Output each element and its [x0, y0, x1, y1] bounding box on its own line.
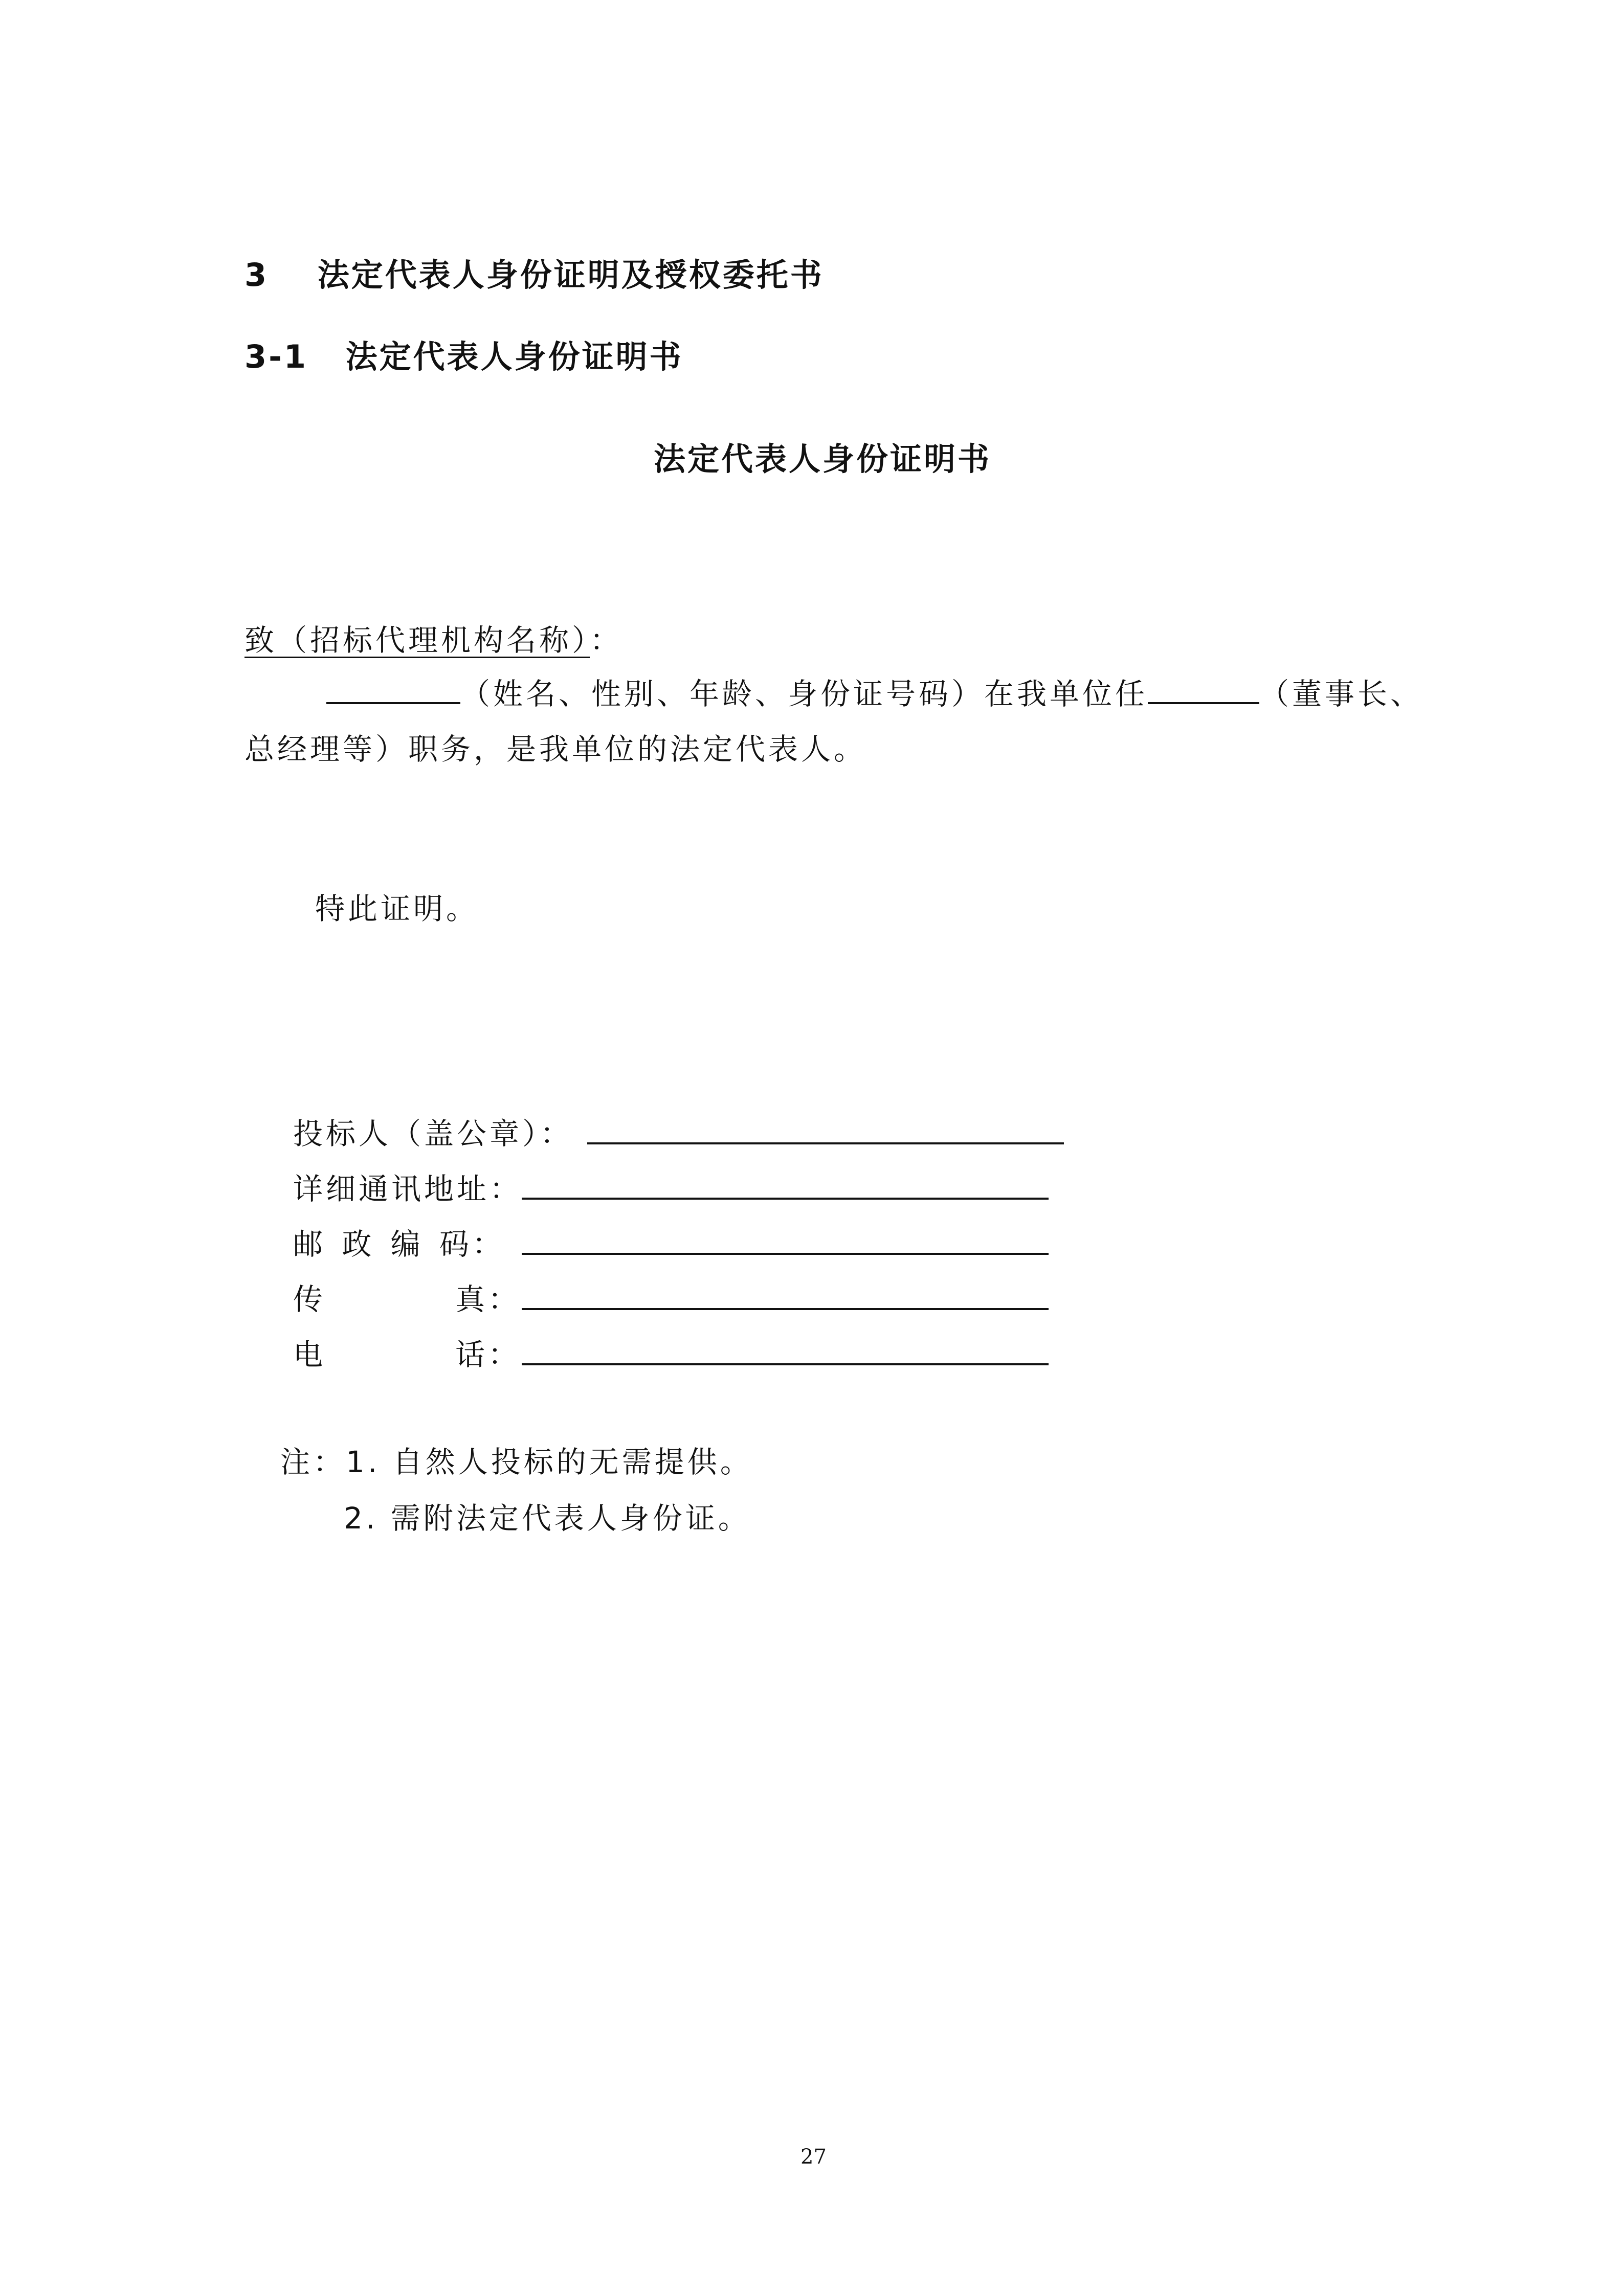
- fax-field[interactable]: [522, 1308, 1049, 1310]
- section-title: 法定代表人身份证明及授权委托书: [317, 256, 824, 294]
- postcode-char-2: 政: [342, 1227, 375, 1262]
- address-label: 详细通讯地址：: [293, 1172, 523, 1206]
- document-title: 法定代表人身份证明书: [654, 440, 992, 478]
- bidder-label: 投标人（盖公章）：: [293, 1116, 573, 1151]
- fax-label-b: 真：: [455, 1282, 521, 1317]
- addressee-line: [244, 616, 622, 659]
- name-blank[interactable]: [326, 673, 460, 704]
- note-1: [280, 1438, 753, 1481]
- section-heading: [244, 250, 824, 295]
- addressee-colon: ：: [590, 623, 623, 658]
- note-item-1: 1. 自然人投标的无需提供。: [346, 1445, 753, 1479]
- phone-label-b: 话：: [455, 1337, 521, 1372]
- paragraph-line-2: 总经理等）职务，是我单位的法定代表人。: [244, 732, 867, 767]
- paragraph-part-2: （董事长、: [1259, 677, 1423, 711]
- certify-text: 特此证明。: [315, 891, 479, 926]
- paragraph-line-1: [326, 670, 1423, 713]
- position-blank[interactable]: [1148, 673, 1259, 704]
- page-number: 27: [800, 2145, 827, 2169]
- postcode-char-3: 编: [390, 1227, 424, 1262]
- subsection-heading: [244, 331, 683, 377]
- address-field[interactable]: [522, 1198, 1049, 1200]
- bidder-field[interactable]: [587, 1142, 1064, 1144]
- section-number: 3: [244, 256, 269, 294]
- subsection-title: 法定代表人身份证明书: [345, 338, 683, 375]
- subsection-number: 3-1: [244, 338, 308, 375]
- note-2: 2. 需附法定代表人身份证。: [344, 1501, 751, 1536]
- addressee-name: 致（招标代理机构名称）: [244, 623, 590, 658]
- postcode-char-4: 码: [439, 1227, 472, 1262]
- phone-field[interactable]: [522, 1363, 1049, 1365]
- postcode-char-1: 邮: [293, 1227, 326, 1262]
- fax-label-a: 传: [293, 1282, 326, 1317]
- phone-label-a: 电: [293, 1337, 326, 1372]
- note-label: 注：: [280, 1445, 346, 1479]
- postcode-colon: ：: [472, 1227, 505, 1262]
- postcode-label: [293, 1220, 505, 1263]
- paragraph-part-1: （姓名、性别、年龄、身份证号码）在我单位任: [460, 677, 1148, 711]
- postcode-field[interactable]: [522, 1253, 1049, 1255]
